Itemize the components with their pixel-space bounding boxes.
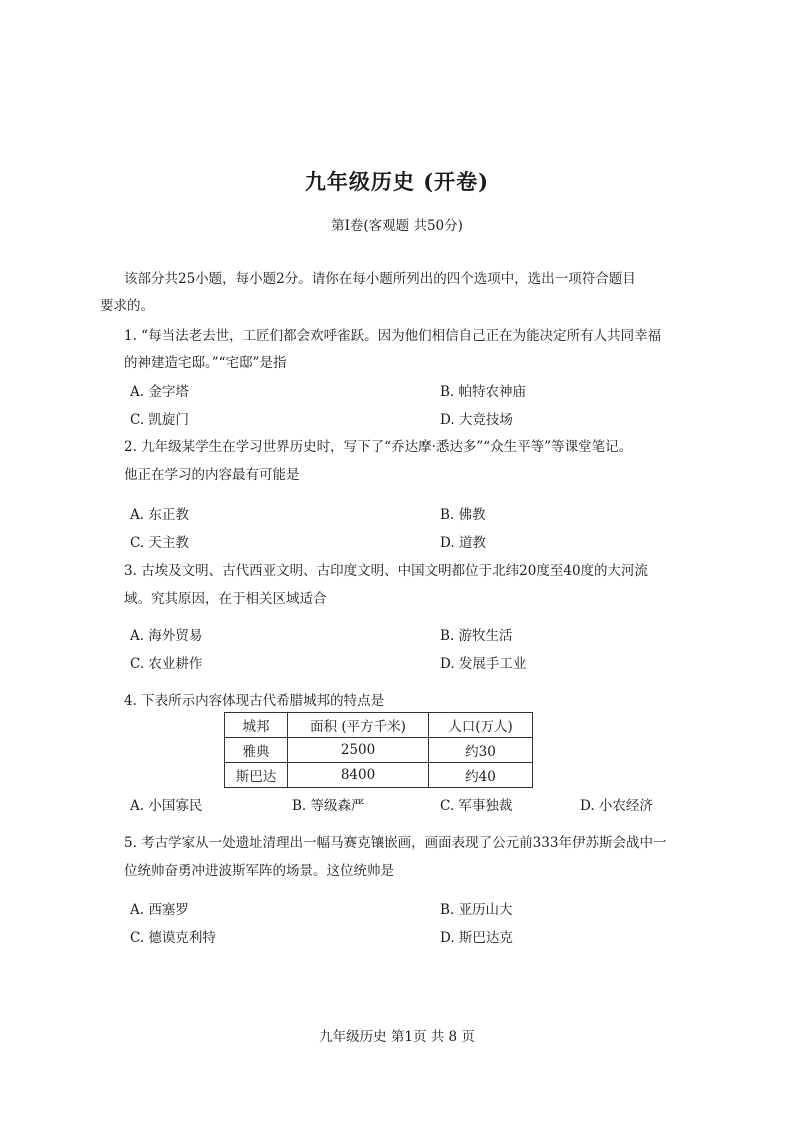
question-4-option-a: A. 小国寡民 bbox=[130, 798, 203, 814]
table-cell: 雅典 bbox=[225, 738, 288, 763]
question-2-option-b: B. 佛教 bbox=[440, 507, 486, 523]
page-title: 九年级历史 (开卷) bbox=[304, 169, 490, 194]
question-5-option-b: B. 亚历山大 bbox=[440, 902, 513, 918]
question-3-option-c: C. 农业耕作 bbox=[130, 656, 203, 672]
question-4-option-b: B. 等级森严 bbox=[292, 798, 365, 814]
table-header-cell: 人口(万人) bbox=[429, 713, 533, 738]
question-5-option-a: A. 西塞罗 bbox=[130, 902, 189, 918]
question-2-option-a: A. 东正教 bbox=[130, 507, 189, 523]
question-5-option-c: C. 德谟克利特 bbox=[130, 930, 216, 946]
table-header-cell: 城邦 bbox=[225, 713, 288, 738]
section-subtitle: 第Ⅰ卷(客观题 共50分) bbox=[331, 218, 463, 234]
question-3-option-b: B. 游牧生活 bbox=[440, 628, 513, 644]
instructions-line2: 要求的。 bbox=[100, 298, 154, 314]
question-3-stem-line2: 域。究其原因，在于相关区域适合 bbox=[124, 591, 327, 607]
question-5-option-d: D. 斯巴达克 bbox=[440, 930, 513, 946]
question-2-option-c: C. 天主教 bbox=[130, 535, 189, 551]
table-header-row bbox=[225, 713, 533, 738]
question-5-stem-line1: 5. 考古学家从一处遗址清理出一幅马赛克镶嵌画，画面表现了公元前333年伊苏斯会战中一 bbox=[124, 835, 667, 851]
question-3-option-a: A. 海外贸易 bbox=[130, 628, 203, 644]
question-3-stem-line1: 3. 古埃及文明、古代西亚文明、古印度文明、中国文明都位于北纬20度至40度的大河流 bbox=[124, 563, 649, 579]
question-1-stem-line1: 1. “每当法老去世，工匠们都会欢呼雀跃。因为他们相信自己正在为能决定所有人共同幸福 bbox=[124, 328, 662, 344]
question-5-stem-line2: 位统帅奋勇冲进波斯军阵的场景。这位统帅是 bbox=[124, 863, 394, 879]
table-cell: 约40 bbox=[429, 763, 533, 788]
question-1-option-d: D. 大竞技场 bbox=[440, 412, 513, 428]
table-cell: 8400 bbox=[288, 763, 429, 788]
question-2-option-d: D. 道教 bbox=[440, 535, 486, 551]
question-1-option-a: A. 金字塔 bbox=[130, 384, 189, 400]
table-row bbox=[225, 738, 533, 763]
table-cell: 约30 bbox=[429, 738, 533, 763]
instructions-line1: 该部分共25小题，每小题2分。请你在每小题所列出的四个选项中，选出一项符合题目 bbox=[124, 271, 636, 287]
table-cell: 斯巴达 bbox=[225, 763, 288, 788]
question-2-stem-line1: 2. 九年级某学生在学习世界历史时，写下了“乔达摩·悉达多”“众生平等”等课堂笔记。 bbox=[124, 439, 633, 455]
question-3-option-d: D. 发展手工业 bbox=[440, 656, 527, 672]
question-1-option-c: C. 凯旋门 bbox=[130, 412, 189, 428]
question-4-option-d: D. 小农经济 bbox=[580, 798, 653, 814]
question-4-option-c: C. 军事独裁 bbox=[440, 798, 513, 814]
page-footer: 九年级历史 第1页 共 8 页 bbox=[319, 1029, 475, 1045]
question-4-stem-line1: 4. 下表所示内容体现古代希腊城邦的特点是 bbox=[124, 693, 385, 709]
table-row bbox=[225, 763, 533, 788]
question-1-option-b: B. 帕特农神庙 bbox=[440, 384, 527, 400]
question-2-stem-line2: 他正在学习的内容最有可能是 bbox=[124, 467, 300, 483]
question-1-stem-line2: 的神建造宅邸。”“宅邸”是指 bbox=[124, 355, 287, 371]
table-cell: 2500 bbox=[288, 738, 429, 763]
table-header-cell: 面积 (平方千米) bbox=[288, 713, 429, 738]
city-state-table bbox=[224, 712, 533, 788]
